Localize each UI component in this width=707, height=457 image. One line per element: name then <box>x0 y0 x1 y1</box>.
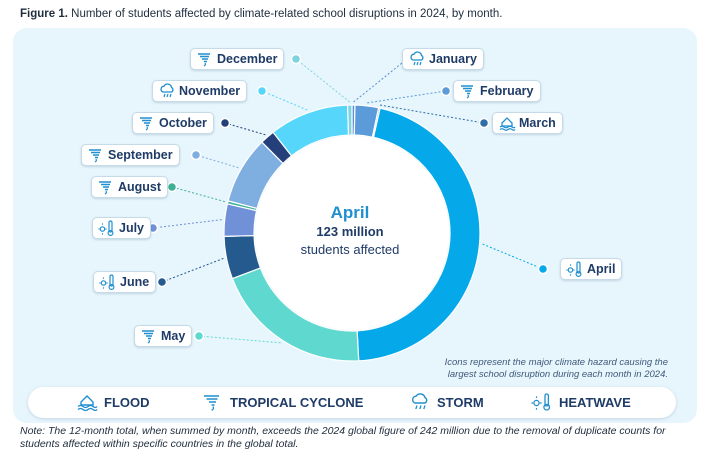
legend-item-tropical-cyclone <box>202 393 363 411</box>
callout-september-label: September <box>108 148 173 162</box>
callout-march-label: March <box>519 116 556 130</box>
storm-icon <box>158 83 176 99</box>
callout-june-label: June <box>120 275 150 289</box>
callout-may <box>134 325 192 347</box>
connector-january <box>354 59 407 102</box>
callout-october <box>132 112 214 134</box>
legend-label-heatwave: HEATWAVE <box>559 394 631 410</box>
connector-december <box>296 59 350 102</box>
heatwave-icon <box>99 274 117 290</box>
dot-november <box>258 87 267 96</box>
dot-march <box>480 119 489 128</box>
connector-may <box>199 336 281 343</box>
icons-note: Icons represent the major climate hazard causing the largest school disruption during each month in 2024. <box>444 357 668 380</box>
dot-june <box>158 278 167 287</box>
callout-december-label: December <box>217 52 278 66</box>
callout-january <box>402 48 484 70</box>
heatwave-icon <box>98 220 116 236</box>
connector-february <box>367 91 446 103</box>
connector-april <box>483 244 543 269</box>
dot-april <box>539 265 548 274</box>
tropical-cyclone-icon <box>138 115 156 131</box>
connector-august <box>172 187 225 202</box>
tropical-cyclone-icon <box>140 328 158 344</box>
legend-item-heatwave <box>531 393 631 411</box>
tropical-cyclone-icon <box>87 147 105 163</box>
connector-october <box>225 123 265 135</box>
heatwave-icon <box>566 261 584 277</box>
callout-october-label: October <box>159 116 207 130</box>
legend-label-tropical-cyclone: TROPICAL CYCLONE <box>230 394 364 410</box>
callout-april-label: April <box>587 262 616 276</box>
storm-icon <box>408 51 426 67</box>
callout-december <box>190 48 284 70</box>
center-subtitle: students affected <box>300 242 400 257</box>
callout-august-label: August <box>118 180 162 194</box>
callout-may-label: May <box>161 329 186 343</box>
callout-july-label: July <box>119 221 145 235</box>
callout-november <box>152 80 247 102</box>
callout-november-label: November <box>179 84 241 98</box>
dot-september <box>192 151 201 160</box>
connector-june <box>162 258 223 282</box>
callout-march <box>492 112 563 134</box>
tropical-cyclone-icon <box>202 393 224 411</box>
tropical-cyclone-icon <box>459 83 477 99</box>
callout-june <box>93 271 156 293</box>
legend-label-storm: STORM <box>437 394 484 410</box>
legend-item-storm <box>409 393 484 411</box>
dot-august <box>168 183 177 192</box>
callout-february-label: February <box>480 84 534 98</box>
callout-september <box>81 144 180 166</box>
tropical-cyclone-icon <box>196 51 214 67</box>
hazard-legend <box>28 387 676 418</box>
footnote: Note: The 12-month total, when summed by month, exceeds the 2024 global figure of 242 million due to the removal of duplicate counts for students affected within specific countries in the global total. <box>20 425 666 450</box>
slice-december <box>348 105 352 135</box>
storm-icon <box>409 393 431 411</box>
flood-icon <box>76 393 98 411</box>
center-month-label: April <box>330 203 370 222</box>
callout-january-label: January <box>429 52 477 66</box>
heatwave-icon <box>531 393 553 411</box>
tropical-cyclone-icon <box>97 179 115 195</box>
legend-item-flood <box>76 393 150 411</box>
flood-icon <box>498 115 516 131</box>
connector-september <box>196 155 238 168</box>
callout-april <box>560 258 622 280</box>
dot-december <box>292 55 301 64</box>
legend-label-flood: FLOOD <box>104 394 150 410</box>
callout-august <box>91 176 168 198</box>
callout-february <box>453 80 541 102</box>
dot-may <box>195 332 204 341</box>
connector-july <box>153 220 222 228</box>
dot-october <box>221 119 230 128</box>
center-value-label: 123 million <box>316 224 384 239</box>
figure-caption-text: Number of students affected by climate-related school disruptions in 2024, by month. <box>71 8 503 20</box>
figure-caption-label: Figure 1. <box>20 8 68 20</box>
connector-november <box>262 91 307 110</box>
dot-february <box>442 87 451 96</box>
callout-july <box>92 217 151 239</box>
